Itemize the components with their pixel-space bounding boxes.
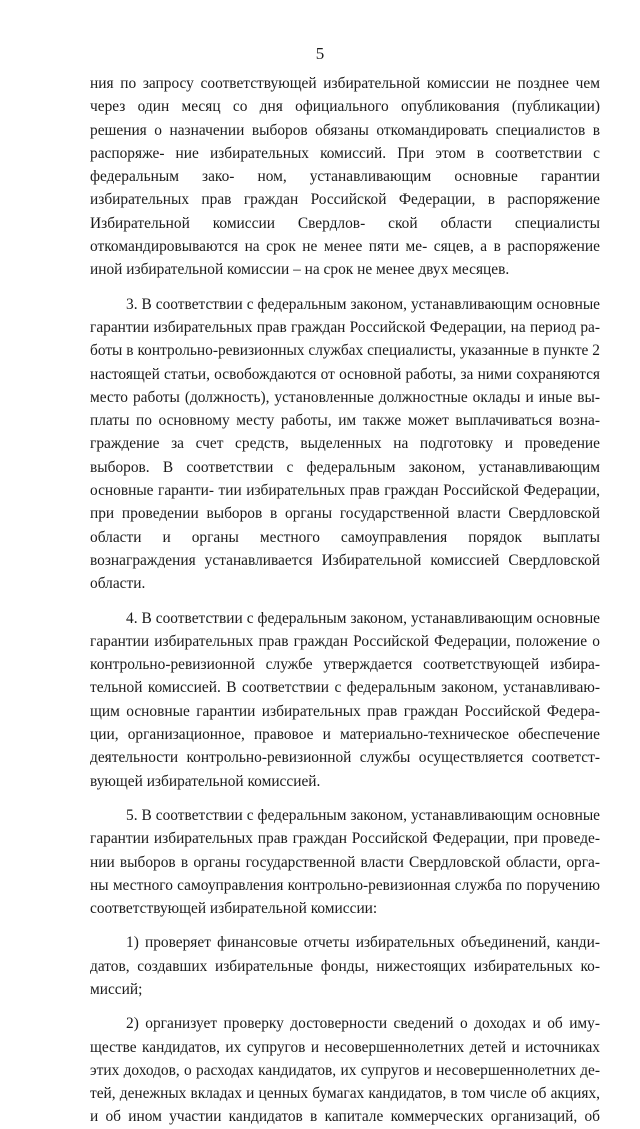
text-line: щим основные гарантии избирательных прав граждан Российской Федера- (90, 702, 600, 720)
text-line: датов, создавших избирательные фонды, нижестоящих избирательных ко- (90, 957, 600, 975)
page-number: 5 (315, 44, 325, 63)
text-line: ния по запросу соответствующей избирательной комиссии не позднее чем (90, 75, 600, 92)
text-line: этих доходов, о расходах кандидатов, их супругов и несовершеннолетних де- (90, 1061, 600, 1079)
text-line: о назначении выборов обязаны откомандировать специалистов в распоряже- (90, 121, 600, 162)
text-line: боты в контрольно-ревизионных службах специалисты, указанные в пункте 2 (90, 342, 600, 360)
text-line: деятельности контрольно-ревизионной службы осуществляется соответст- (90, 749, 600, 767)
text-line: 2) организует проверку достоверности сведений о доходах и об иму- (126, 1015, 600, 1033)
text-line: местного самоуправления порядок выплаты вознаграждения устанавливается (90, 528, 600, 569)
text-line: граждение за счет средств, выделенных на подготовку и проведение выборов. (90, 435, 600, 476)
text-line: тии избирательных прав граждан Российской Федерации, при проведении (90, 482, 600, 523)
text-line: двух месяцев. (418, 261, 510, 279)
text-line: вующей избирательной комиссией. (90, 772, 321, 790)
text-line: ции, организационное, правовое и материально-техническое обеспечение (90, 726, 600, 744)
text-line: настоящей статьи, освобождаются от основной работы, за ними сохраняются (90, 365, 600, 383)
document-body (90, 72, 600, 1129)
text-line: и об ином участии кандидатов в капитале коммерческих организаций, об (90, 1108, 600, 1126)
text-line: нии выборов в органы государственной власти Свердловской области, орга- (90, 853, 600, 871)
text-line: 1) проверяет финансовые отчеты избирательных объединений, канди- (126, 934, 600, 952)
text-line: тей, денежных вкладах и ценных бумагах кандидатов, в том числе об акциях, (90, 1085, 600, 1103)
text-line: ны местного самоуправления контрольно-ревизионная служба по поручению (90, 876, 600, 894)
text-line: гарантии избирательных прав граждан Российской Федерации, на период ра- (90, 318, 600, 336)
text-line: ние избирательных комиссий. При этом в соответствии с федеральным зако- (90, 144, 600, 186)
paragraph-5 (90, 804, 600, 920)
text-line: гарантии избирательных прав граждан Российской Федерации, положение (90, 632, 588, 650)
paragraph-3 (90, 293, 600, 596)
text-line: ном, устанавливающим основные гарантии избирательных прав граждан (90, 168, 600, 209)
text-line: выборов в органы государственной власти Свердловской области и органы (90, 505, 600, 546)
text-line: через один месяц со дня официального опубликования (публикации) решения (90, 98, 600, 139)
text-line: гарантии избирательных прав граждан Российской Федерации, при проведе- (90, 830, 600, 848)
text-line: платы по основному месту работы, им также может выплачиваться возна- (90, 412, 600, 430)
text-line: о контрольно-ревизионной службе утверждается соответствующей избира- (90, 632, 600, 674)
text-line: Избирательной комиссией Свердловской области. (90, 551, 600, 593)
text-line: 3. В соответствии с федеральным законом, устанавливающим основные (126, 295, 600, 313)
text-line: миссий; (90, 980, 143, 998)
text-line: тельной комиссией. В соответствии с федеральным законом, устанавливаю- (90, 679, 600, 697)
text-line: соответствующей избирательной комиссии: (90, 900, 378, 918)
text-line: В соответствии с федеральным законом, устанавливающим основные гаранти- (90, 458, 600, 500)
text-line: Российской Федерации, в распоряжение Избирательной комиссии Свердлов- (90, 191, 600, 232)
text-line: 4. В соответствии с федеральным законом, устанавливающим основные (126, 609, 600, 627)
text-line: ществе кандидатов, их супругов и несовершеннолетних детей и источниках (90, 1038, 600, 1056)
paragraph-5-item-2 (90, 1012, 600, 1128)
text-line: 5. В соответствии с федеральным законом, устанавливающим основные (126, 806, 600, 824)
paragraph-continuation (90, 72, 600, 282)
text-line: место работы (должность), установленные должностные оклады и иные вы- (90, 388, 600, 406)
paragraph-5-item-1 (90, 931, 600, 1001)
text-line: сяцев, а в распоряжение иной избирательной комиссии – на срок не менее (90, 238, 600, 279)
text-line: ской области специалисты откомандировываются на срок не менее пяти ме- (90, 214, 600, 256)
paragraph-4 (90, 607, 600, 793)
